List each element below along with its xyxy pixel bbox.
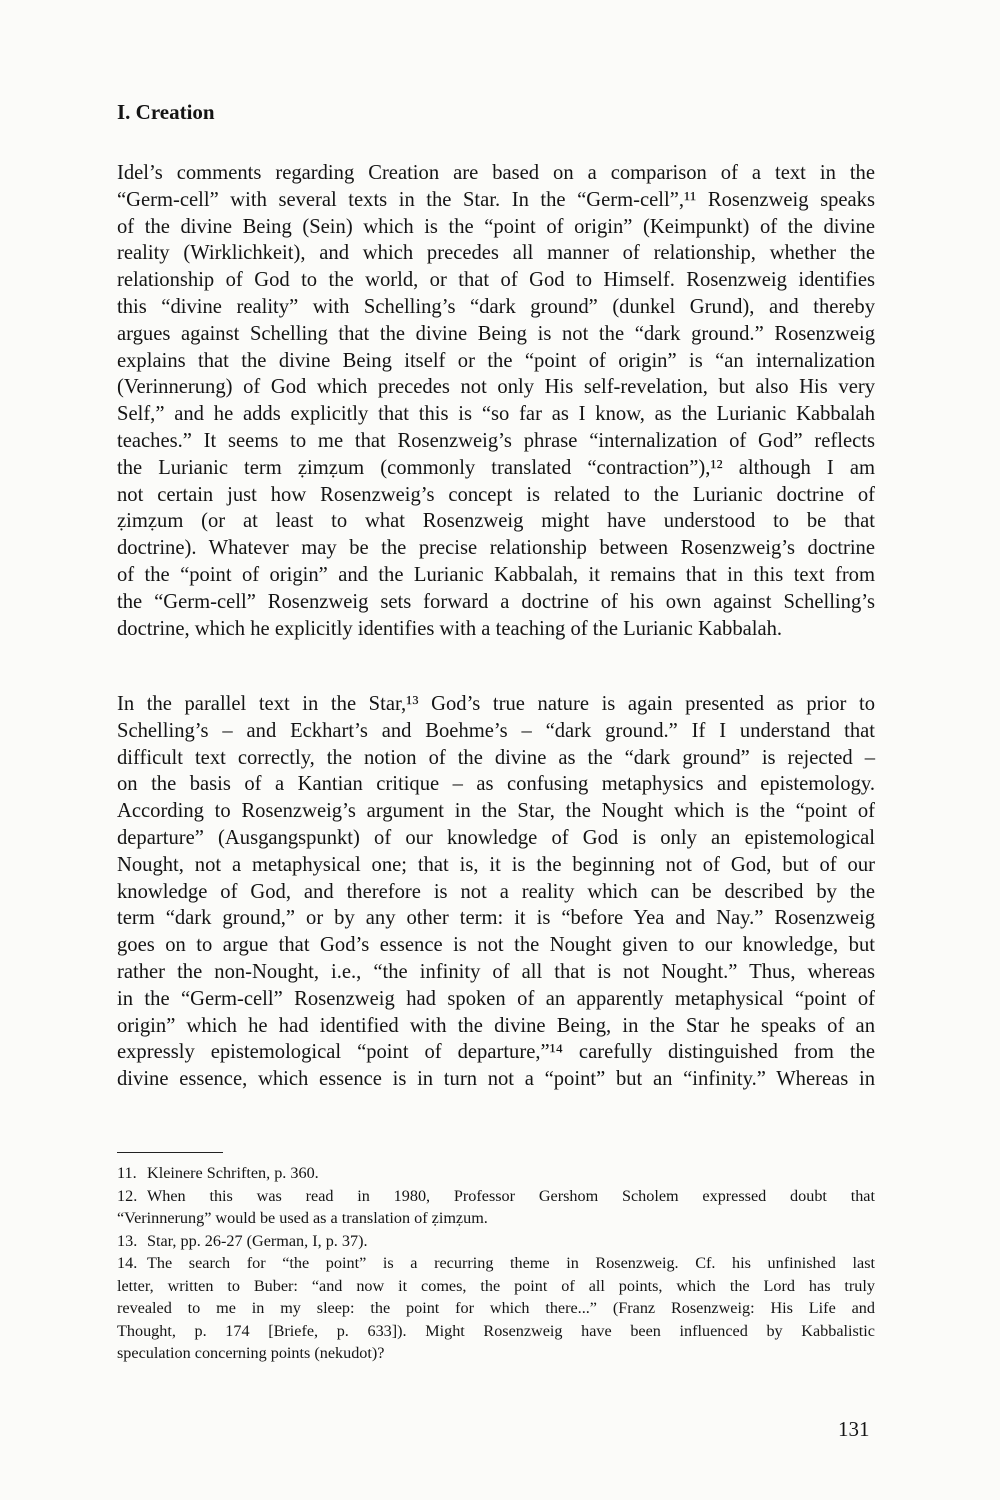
footnote-number: 14.	[117, 1254, 138, 1272]
text-line: knowledge of God, and therefore is not a reality which can be described by the	[117, 880, 875, 903]
text-line: doctrine, which he explicitly identifies with a teaching of the Lurianic Kabbalah.	[117, 617, 783, 640]
paragraph-1	[117, 160, 875, 642]
text-line: (Verinnerung) of God which precedes not only His self-revelation, but also His very	[117, 376, 875, 399]
footnote-text: Kleinere Schriften, p. 360.	[147, 1164, 319, 1182]
paragraph-2	[117, 691, 875, 1093]
text-line: relationship of God to the world, or that of God to Himself. Rosenzweig identifies	[117, 269, 875, 292]
text-line: the “Germ-cell” Rosenzweig sets forward a doctrine of his own against Schelling’s	[117, 590, 875, 613]
footnote-number: 11.	[117, 1164, 137, 1182]
text-line: In the parallel text in the Star,¹³ God’s true nature is again presented as prior to	[117, 693, 875, 715]
text-line: explains that the divine Being itself or the “point of origin” is “an internalization	[117, 349, 875, 372]
text-line: ẓimẓum (or at least to what Rosenzweig might have understood to be that	[117, 510, 875, 533]
text-line: expressly epistemological “point of departure,”¹⁴ carefully distinguished from the	[117, 1041, 875, 1064]
footnote-number: 13.	[117, 1231, 138, 1250]
footnote-14	[117, 1252, 875, 1275]
text-line: teaches.” It seems to me that Rosenzweig’s phrase “internalization of God” reflects	[117, 429, 875, 452]
text-line: term “dark ground,” or by any other term: it is “before Yea and Nay.” Rosenzweig	[117, 907, 875, 930]
footnote-number: 12.	[117, 1186, 138, 1205]
footnote-text: The search for “the point” is a recurring theme in Rosenzweig. Cf. his unfinished last	[147, 1254, 875, 1272]
footnote-separator	[117, 1152, 223, 1153]
text-line: doctrine). Whatever may be the precise relationship between Rosenzweig’s doctrine	[117, 537, 875, 560]
text-line: on the basis of a Kantian critique – as confusing metaphysics and epistemology.	[117, 773, 875, 796]
footnote-text: Star, pp. 26-27 (German, I, p. 37).	[147, 1231, 368, 1250]
text-line: origin” which he had identified with the divine Being, in the Star he speaks of an	[117, 1014, 875, 1037]
text-line: reality (Wirklichkeit), and which precedes all manner of relationship, whether the	[117, 242, 875, 265]
footnote-11	[117, 1162, 875, 1185]
footnote-14-continued	[117, 1275, 875, 1365]
text-line: According to Rosenzweig’s argument in the Star, the Nought which is the “point of	[117, 800, 875, 823]
page-number: 131	[838, 1417, 870, 1441]
text-line: divine essence, which essence is in turn not a “point” but an “infinity.” Whereas in	[117, 1068, 875, 1091]
footnote-text: speculation concerning points (nekudot)?	[117, 1344, 385, 1362]
footnote-text: letter, written to Buber: “and now it comes, the point of all points, which the Lord has truly	[117, 1276, 875, 1295]
footnote-13	[117, 1230, 875, 1253]
text-line: this “divine reality” with Schelling’s “dark ground” (dunkel Grund), and thereby	[117, 295, 875, 318]
text-line: Self,” and he adds explicitly that this is “so far as I know, as the Lurianic Kabbalah	[117, 403, 875, 426]
text-line: difficult text correctly, the notion of the divine as the “dark ground” is rejected –	[117, 746, 875, 769]
footnote-text: When this was read in 1980, Professor Gershom Scholem expressed doubt that	[147, 1186, 875, 1205]
footnote-12	[117, 1185, 875, 1208]
text-line: Schelling’s – and Eckhart’s and Boehme’s – “dark ground.” If I understand that	[117, 719, 875, 742]
text-line: “Germ-cell” with several texts in the Star. In the “Germ-cell”,¹¹ Rosenzweig speaks	[117, 188, 875, 211]
footnote-text: revealed to me in my sleep: the point for which there...” (Franz Rosenzweig: His Life and	[117, 1299, 875, 1317]
section-heading: I. Creation	[117, 100, 215, 124]
text-line: Nought, not a metaphysical one; that is, it is the beginning not of God, but of our	[117, 853, 875, 876]
footnote-text: Thought, p. 174 [Briefe, p. 633]). Might Rosenzweig have been influenced by Kabbalistic	[117, 1321, 875, 1340]
text-line: argues against Schelling that the divine Being is not the “dark ground.” Rosenzweig	[117, 322, 875, 345]
text-line: the Lurianic term ẓimẓum (commonly translated “contraction”),¹² although I am	[117, 456, 875, 479]
text-line: Idel’s comments regarding Creation are based on a comparison of a text in the	[117, 162, 875, 184]
footnote-text: “Verinnerung” would be used as a translation of ẓimẓum.	[117, 1209, 488, 1227]
text-line: rather the non-Nought, i.e., “the infinity of all that is not Nought.” Thus, whereas	[117, 960, 875, 983]
text-line: of the “point of origin” and the Lurianic Kabbalah, it remains that in this text from	[117, 563, 875, 586]
footnote-12-continued	[117, 1207, 875, 1230]
footnotes	[117, 1162, 875, 1365]
text-line: not certain just how Rosenzweig’s concept is related to the Lurianic doctrine of	[117, 483, 875, 506]
text-line: of the divine Being (Sein) which is the “point of origin” (Keimpunkt) of the divine	[117, 215, 875, 238]
text-line: departure” (Ausgangspunkt) of our knowledge of God is only an epistemological	[117, 826, 875, 849]
text-line: goes on to argue that God’s essence is not the Nought given to our knowledge, but	[117, 934, 875, 957]
text-line: in the “Germ-cell” Rosenzweig had spoken of an apparently metaphysical “point of	[117, 987, 875, 1010]
